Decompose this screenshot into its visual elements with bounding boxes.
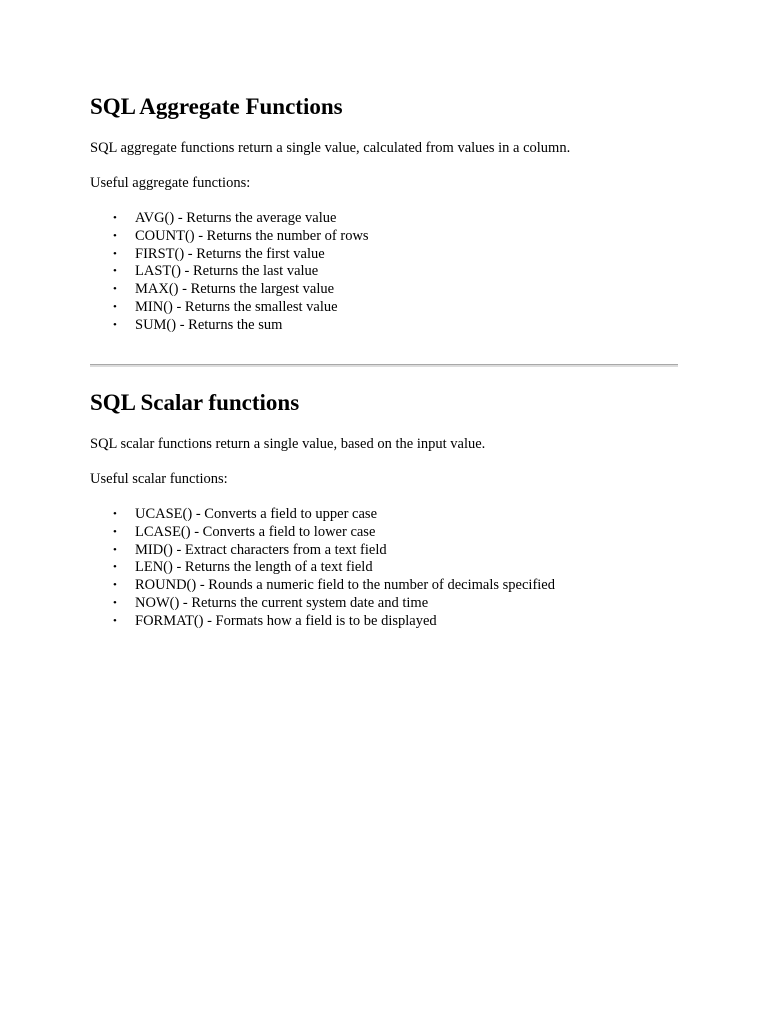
bullet-icon: • [113, 525, 117, 538]
aggregate-section [90, 92, 680, 335]
aggregate-useful-label: Useful aggregate functions: [90, 175, 251, 191]
bullet-icon: • [113, 614, 117, 627]
bullet-icon: • [113, 300, 117, 313]
scalar-heading: SQL Scalar functions [90, 390, 300, 415]
list-item [113, 316, 680, 335]
bullet-icon: • [113, 508, 117, 520]
aggregate-heading: SQL Aggregate Functions [90, 94, 343, 119]
list-item [113, 523, 680, 542]
scalar-useful-label: Useful scalar functions: [90, 471, 228, 487]
list-item-text: FORMAT() - Formats how a field is to be displayed [135, 612, 437, 629]
bullet-icon: • [113, 543, 117, 556]
list-item-text: FIRST() - Returns the first value [135, 245, 325, 262]
list-item [113, 281, 680, 299]
aggregate-intro: SQL aggregate functions return a single value, calculated from values in a column. [90, 140, 571, 156]
section-divider [90, 364, 678, 367]
list-item-text: ROUND() - Rounds a numeric field to the number of decimals specified [135, 577, 555, 594]
list-item [113, 559, 680, 577]
list-item-text: LAST() - Returns the last value [135, 263, 319, 280]
list-item-text: MIN() - Returns the smallest value [135, 298, 338, 315]
bullet-icon: • [113, 212, 117, 224]
list-item [113, 541, 680, 560]
scalar-section [90, 388, 680, 631]
list-item [113, 594, 680, 613]
bullet-icon: • [113, 283, 117, 296]
aggregate-function-list [90, 210, 680, 335]
list-item [113, 612, 680, 631]
list-item-text: AVG() - Returns the average value [135, 210, 337, 226]
list-item [113, 298, 680, 317]
scalar-function-list [90, 506, 680, 631]
scalar-intro: SQL scalar functions return a single value, based on the input value. [90, 436, 486, 452]
list-item-text: SUM() - Returns the sum [135, 316, 283, 333]
bullet-icon: • [113, 265, 117, 278]
bullet-icon: • [113, 579, 117, 592]
bullet-icon: • [113, 561, 117, 574]
list-item-text: MAX() - Returns the largest value [135, 281, 335, 298]
bullet-icon: • [113, 596, 117, 609]
bullet-icon: • [113, 318, 117, 331]
list-item-text: MID() - Extract characters from a text field [135, 541, 387, 558]
list-item-text: UCASE() - Converts a field to upper case [135, 506, 378, 522]
bullet-icon: • [113, 229, 117, 242]
list-item [113, 227, 680, 246]
list-item [113, 263, 680, 281]
list-item-text: NOW() - Returns the current system date and time [135, 594, 429, 611]
list-item [113, 210, 680, 228]
bullet-icon: • [113, 247, 117, 260]
list-item [113, 577, 680, 595]
list-item [113, 506, 680, 524]
list-item-text: LCASE() - Converts a field to lower case [135, 523, 376, 540]
list-item-text: LEN() - Returns the length of a text field [135, 559, 373, 576]
list-item [113, 245, 680, 264]
list-item-text: COUNT() - Returns the number of rows [135, 227, 369, 244]
